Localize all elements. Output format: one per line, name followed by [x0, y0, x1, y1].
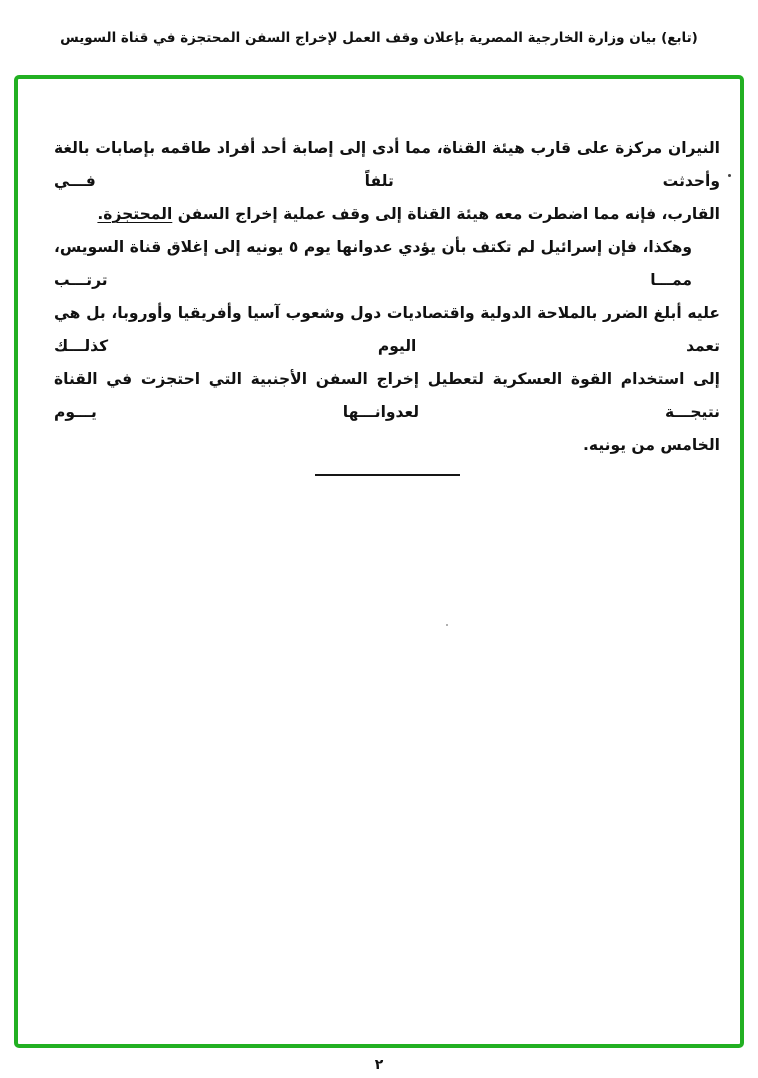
paragraph-2-line-1: وهكذا، فإن إسرائيل لم تكتف بأن يؤدي عدوانها يوم ٥ يونيه إلى إغلاق قناة السويس، ممـــا ترتـــب [54, 238, 692, 289]
green-border-frame [14, 75, 744, 1048]
paragraph-1-line-2 [54, 198, 720, 231]
page-number: ٢ [374, 1057, 384, 1073]
paragraph-1-underlined-word: المحتجزة. [97, 205, 173, 223]
paragraph-1-line-2-text: القارب، فإنه مما اضطرت معه هيئة القناة إلى وقف عملية إخراج السفن [172, 205, 720, 223]
paragraph-1 [54, 132, 720, 231]
paragraph-1-line-1: النيران مركزة على قارب هيئة القناة، مما أدى إلى إصابة أحد أفراد طاقمه بإصابات بالغة وأحدثت تلفاً فـــي [54, 139, 720, 190]
scan-speck [728, 174, 731, 177]
document-body [54, 132, 720, 476]
paragraph-2-line-4: الخامس من يونيه. [583, 436, 720, 454]
paragraph-2-line-2: عليه أبلغ الضرر بالملاحة الدولية واقتصاديات دول وشعوب آسيا وأفريقيا وأوروبا، بل هي تعمد اليوم كذلـــك [54, 304, 720, 355]
paragraph-2 [54, 231, 720, 462]
scan-speck [446, 624, 448, 626]
paragraph-2-line-3: إلى استخدام القوة العسكرية لتعطيل إخراج السفن الأجنبية التي احتجزت في القناة نتيجـــة لعدوانـــها يـــوم [54, 370, 720, 421]
end-of-text-divider [315, 474, 460, 476]
page-header-title: (تابع) بيان وزارة الخارجية المصرية بإعلان وقف العمل لإخراج السفن المحتجزة في قناة السويس [60, 30, 698, 46]
